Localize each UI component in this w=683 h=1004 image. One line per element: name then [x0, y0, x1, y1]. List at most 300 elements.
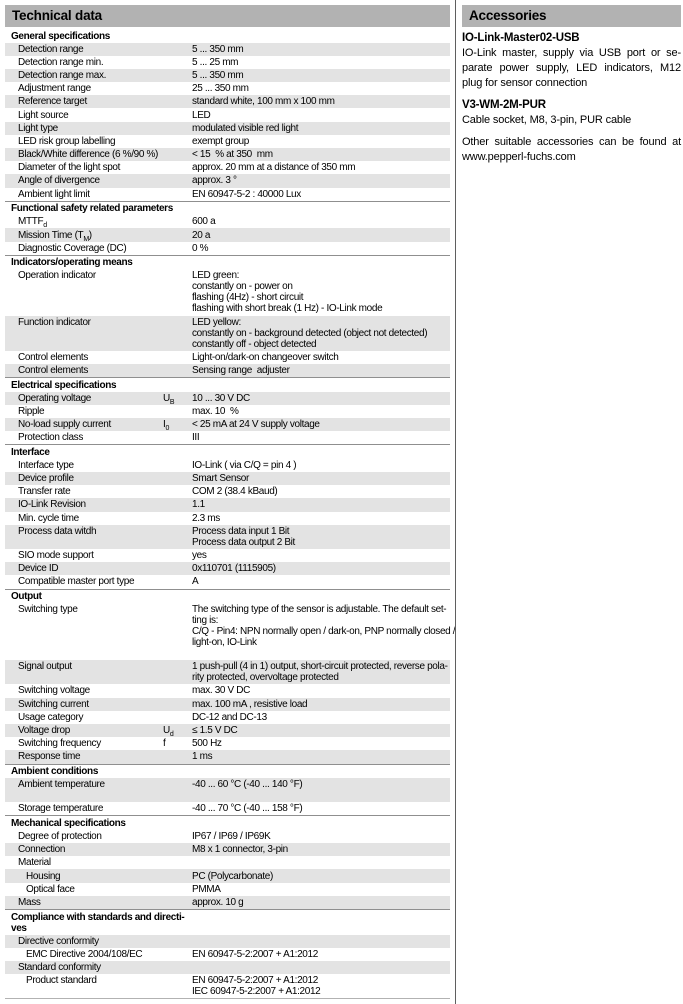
- spec-value: [192, 473, 450, 484]
- section-header: [5, 764, 450, 779]
- spec-value-line: DC-12 and DC-13: [192, 711, 267, 723]
- table-row: [5, 472, 450, 485]
- spec-symbol: [163, 460, 192, 471]
- spec-value-line: modulated visible red light: [192, 122, 299, 134]
- accessory-item: [462, 31, 681, 91]
- spec-value: [192, 486, 450, 497]
- table-row: [5, 737, 450, 750]
- section-header-line: General specifications: [11, 30, 111, 42]
- accessory-description-line: Cable socket, M8, 3-pin, PUR cable: [462, 114, 632, 126]
- spec-value: [192, 576, 450, 587]
- accessories-content: [462, 31, 681, 165]
- spec-value: [192, 871, 450, 882]
- spec-value-line: 10 ... 30 V DC: [192, 392, 250, 404]
- accessory-name: IO-Link-Master02-USB: [462, 32, 580, 44]
- spec-value: [192, 962, 450, 973]
- spec-value-line: rity protected, overvoltage protected: [192, 672, 339, 684]
- spec-symbol: [163, 897, 192, 908]
- spec-value-line: approx. 10 g: [192, 896, 244, 908]
- spec-value: [192, 149, 450, 160]
- spec-symbol: f: [163, 738, 166, 750]
- table-row: [5, 122, 450, 135]
- spec-label: Ambient temperature: [18, 779, 105, 791]
- table-row: [5, 512, 450, 525]
- table-row: [5, 974, 450, 998]
- spec-value-line: A: [192, 576, 199, 588]
- spec-value-line: 1.1: [192, 499, 205, 511]
- spec-value-line: Process data output 2 Bit: [192, 536, 295, 548]
- spec-symbol: [163, 884, 192, 895]
- spec-value-line: 600 a: [192, 216, 216, 228]
- spec-value-line: -40 ... 60 °C (-40 ... 140 °F): [192, 779, 303, 791]
- spec-label: Standard conformity: [18, 961, 101, 973]
- spec-value: [192, 857, 450, 868]
- spec-label: Light source: [18, 109, 69, 121]
- spec-symbol: [163, 216, 192, 227]
- section-header: [5, 201, 450, 216]
- section-header-line: Compliance with standards and directi-: [11, 911, 185, 923]
- spec-symbol: [163, 83, 192, 94]
- spec-value: [192, 460, 450, 471]
- accessories-header: Accessories: [462, 5, 681, 27]
- spec-value-line: 5 ... 350 mm: [192, 69, 244, 81]
- spec-symbol: [163, 661, 192, 683]
- section-header: [5, 815, 450, 830]
- spec-symbol: [163, 550, 192, 561]
- column-divider-line: [455, 0, 456, 1004]
- section-header-line: Output: [11, 591, 42, 602]
- spec-label: Interface type: [18, 459, 74, 471]
- spec-label: Control elements: [18, 364, 88, 376]
- spec-symbol: [163, 432, 192, 443]
- spec-value-line: approx. 20 mm at a distance of 350 mm: [192, 162, 356, 174]
- spec-symbol: [163, 513, 192, 524]
- table-row: [5, 724, 450, 737]
- spec-value: [192, 216, 450, 227]
- spec-symbol: [163, 563, 192, 574]
- spec-label: Switching type: [18, 604, 78, 616]
- table-row: [5, 896, 450, 909]
- spec-value-line: M8 x 1 connector, 3-pin: [192, 844, 288, 856]
- spec-label: Storage temperature: [18, 803, 104, 815]
- table-row: [5, 405, 450, 418]
- spec-value-line: flashing (4Hz) - short circuit: [192, 292, 304, 304]
- table-row: [5, 684, 450, 697]
- spec-label: Light type: [18, 122, 58, 134]
- spec-label: Device ID: [18, 563, 59, 575]
- spec-label: Switching voltage: [18, 685, 90, 697]
- spec-value: [192, 975, 450, 997]
- table-row: [5, 82, 450, 95]
- spec-symbol: [163, 486, 192, 497]
- table-row: [5, 364, 450, 377]
- spec-label: Device profile: [18, 473, 74, 485]
- spec-value: [192, 499, 450, 510]
- accessory-item: [462, 135, 681, 165]
- spec-value-line: IEC 60947-5-2:2007 + A1:2012: [192, 986, 321, 998]
- spec-symbol: $I_0$: [163, 419, 169, 433]
- accessory-description-line: plug for sensor connection: [462, 77, 588, 89]
- table-row: [5, 948, 450, 961]
- spec-value: [192, 949, 450, 960]
- spec-symbol: [163, 123, 192, 134]
- spec-label: Diagnostic Coverage (DC): [18, 242, 127, 254]
- spec-label: Ambient light limit: [18, 188, 90, 200]
- spec-value-line: 500 Hz: [192, 738, 222, 750]
- spec-symbol: [163, 175, 192, 186]
- spec-symbol: [163, 962, 192, 973]
- spec-value-line: COM 2 (38.4 kBaud): [192, 486, 278, 498]
- spec-symbol: [163, 365, 192, 376]
- spec-symbol: [163, 162, 192, 173]
- spec-value: [192, 57, 450, 68]
- spec-value: [192, 751, 450, 762]
- spec-symbol: [163, 844, 192, 855]
- spec-symbol: [163, 96, 192, 107]
- table-row: [5, 43, 450, 56]
- table-row: [5, 215, 450, 228]
- spec-label: Control elements: [18, 351, 88, 363]
- spec-label: Protection class: [18, 432, 83, 444]
- spec-symbol: [163, 975, 192, 997]
- table-row: [5, 174, 450, 187]
- technical-data-panel: [5, 5, 456, 999]
- section-header: [5, 29, 450, 43]
- spec-value: [192, 419, 450, 430]
- table-row: [5, 56, 450, 69]
- spec-value: [192, 699, 450, 710]
- table-row: [5, 242, 450, 255]
- spec-value-line: III: [192, 432, 200, 444]
- spec-label: Housing: [26, 870, 61, 882]
- spec-value-line: 0x110701 (1115905): [192, 563, 276, 575]
- section-header: [5, 589, 450, 604]
- spec-symbol: [163, 44, 192, 55]
- table-row: [5, 843, 450, 856]
- spec-value-line: -40 ... 70 °C (-40 ... 158 °F): [192, 803, 303, 815]
- spec-symbol: [163, 699, 192, 710]
- section-header-line: Electrical specifications: [11, 379, 117, 391]
- table-row: [5, 883, 450, 896]
- section-header-line: Indicators/operating means: [11, 257, 133, 269]
- spec-value-line: ≤ 1.5 V DC: [192, 725, 238, 737]
- accessory-description-line: Other suitable accessories can be found at: [462, 136, 681, 148]
- table-row: [5, 856, 450, 869]
- spec-value-line: [192, 648, 455, 659]
- spec-value: [192, 136, 450, 147]
- spec-label: Angle of divergence: [18, 175, 100, 187]
- spec-label: EMC Directive 2004/108/EC: [26, 948, 143, 960]
- spec-symbol: [163, 499, 192, 510]
- spec-label: Reference target: [18, 96, 87, 108]
- spec-label: Usage category: [18, 711, 84, 723]
- section-header-line: Interface: [11, 446, 50, 458]
- spec-value: [192, 513, 450, 524]
- spec-value-line: 5 ... 350 mm: [192, 43, 244, 55]
- spec-symbol: $U_B$: [163, 392, 175, 406]
- table-row: [5, 698, 450, 711]
- spec-value-line: LED yellow:: [192, 316, 241, 328]
- spec-label: SIO mode support: [18, 550, 94, 562]
- spec-value: [192, 526, 450, 548]
- section-header: [5, 909, 450, 935]
- spec-label: Product standard: [26, 975, 97, 987]
- spec-value-line: Smart Sensor: [192, 473, 249, 485]
- spec-symbol: [163, 831, 192, 842]
- accessory-item: [462, 98, 681, 128]
- spec-label: Material: [18, 857, 51, 869]
- spec-label: Switching current: [18, 698, 89, 710]
- technical-data-header: Technical data: [5, 5, 450, 27]
- spec-symbol: [163, 779, 192, 801]
- spec-value: [192, 685, 450, 696]
- spec-symbol: [163, 751, 192, 762]
- spec-value: [192, 432, 450, 443]
- spec-value: [192, 406, 450, 417]
- spec-label: Switching frequency: [18, 738, 101, 750]
- spec-label: Operation indicator: [18, 270, 96, 282]
- spec-label: Detection range: [18, 43, 84, 55]
- spec-label: Min. cycle time: [18, 512, 79, 524]
- spec-value-line: LED: [192, 109, 211, 121]
- spec-label: Process data witdh: [18, 525, 97, 537]
- spec-label: Mission Time $(T_M)$: [18, 229, 92, 243]
- table-row: [5, 228, 450, 241]
- spec-value-line: ting is:: [192, 615, 219, 627]
- spec-value: [192, 70, 450, 81]
- spec-value-line: constantly on - background detected (object not detected): [192, 327, 428, 339]
- spec-label: Voltage drop: [18, 725, 70, 737]
- spec-label: Black/White difference (6 %/90 %): [18, 149, 158, 161]
- spec-label: Detection range min.: [18, 56, 104, 68]
- spec-value-line: constantly on - power on: [192, 281, 293, 293]
- spec-symbol: [163, 936, 192, 947]
- spec-label: Response time: [18, 751, 81, 763]
- spec-value: [192, 175, 450, 186]
- spec-symbol: [163, 604, 192, 659]
- spec-label: Connection: [18, 844, 66, 856]
- section-header: [5, 444, 450, 459]
- spec-symbol: [163, 406, 192, 417]
- spec-label: Function indicator: [18, 316, 91, 328]
- spec-value-line: Light-on/dark-on changeover switch: [192, 351, 339, 363]
- spec-value: [192, 712, 450, 723]
- table-row: [5, 575, 450, 588]
- spec-value-line: Process data input 1 Bit: [192, 525, 290, 537]
- spec-label: Compatible master port type: [18, 576, 135, 588]
- spec-value: [192, 83, 450, 94]
- spec-label: Transfer rate: [18, 486, 71, 498]
- spec-label: No-load supply current: [18, 419, 111, 431]
- spec-symbol: [163, 803, 192, 814]
- table-row: [5, 961, 450, 974]
- spec-label: LED risk group labelling: [18, 135, 116, 147]
- spec-value: [192, 393, 450, 404]
- spec-symbol: [163, 352, 192, 363]
- spec-value: [192, 831, 450, 842]
- table-row: [5, 498, 450, 511]
- spec-symbol: [163, 576, 192, 587]
- spec-value-line: PMMA: [192, 883, 221, 895]
- spec-value: [192, 96, 450, 107]
- spec-label: Degree of protection: [18, 830, 102, 842]
- spec-symbol: [163, 243, 192, 254]
- table-row: [5, 95, 450, 108]
- spec-value: [192, 844, 450, 855]
- table-row: [5, 485, 450, 498]
- technical-data-table: [5, 29, 456, 999]
- spec-label: Directive conformity: [18, 935, 99, 947]
- spec-symbol: [163, 473, 192, 484]
- spec-value-line: < 15 % at 350 mm: [192, 149, 273, 161]
- spec-value-line: yes: [192, 550, 207, 562]
- spec-value-line: max. 30 V DC: [192, 685, 251, 697]
- spec-value: [192, 270, 450, 314]
- spec-value: [192, 110, 450, 121]
- accessory-description-line: IO-Link master, supply via USB port or se-: [462, 47, 681, 59]
- spec-value: [192, 738, 450, 749]
- spec-value-line: max. 100 mA , resistive load: [192, 698, 308, 710]
- spec-symbol: [163, 857, 192, 868]
- spec-symbol: [163, 712, 192, 723]
- table-row: [5, 418, 450, 431]
- table-row: [5, 161, 450, 174]
- spec-value: [192, 936, 450, 947]
- spec-value: [192, 897, 450, 908]
- spec-label: Optical face: [26, 883, 75, 895]
- spec-value-line: 2.3 ms: [192, 512, 220, 524]
- table-row: [5, 711, 450, 724]
- spec-value-line: Sensing range adjuster: [192, 364, 290, 376]
- spec-value-line: light-on, IO-Link: [192, 637, 257, 649]
- spec-value: [192, 365, 450, 376]
- table-row: [5, 459, 450, 472]
- spec-symbol: [163, 317, 192, 350]
- spec-symbol: [163, 149, 192, 160]
- table-row: [5, 69, 450, 82]
- table-row: [5, 188, 450, 201]
- spec-symbol: [163, 949, 192, 960]
- spec-value-line: 20 a: [192, 229, 211, 241]
- spec-value: [192, 317, 450, 350]
- website-link[interactable]: www.pepperl-fuchs.com: [462, 151, 576, 163]
- table-row: [5, 148, 450, 161]
- table-row: [5, 431, 450, 444]
- spec-symbol: [163, 526, 192, 548]
- spec-value-line: 1 push-pull (4 in 1) output, short-circuit protected, reverse pola-: [192, 661, 448, 673]
- table-row: [5, 269, 450, 315]
- spec-label: Signal output: [18, 661, 72, 673]
- spec-symbol: $U_d$: [163, 725, 174, 739]
- spec-value-line: exempt group: [192, 135, 249, 147]
- spec-value: [192, 604, 455, 659]
- spec-value: [192, 162, 450, 173]
- spec-value: [192, 884, 450, 895]
- spec-value: [192, 725, 450, 736]
- spec-value: [192, 550, 450, 561]
- spec-value: [192, 44, 450, 55]
- spec-value-line: C/Q - Pin4: NPN normally open / dark-on, PNP normally closed /: [192, 626, 456, 638]
- spec-symbol: [163, 270, 192, 314]
- spec-value-line: < 25 mA at 24 V supply voltage: [192, 419, 320, 431]
- spec-value-line: max. 10 %: [192, 405, 239, 417]
- table-row: [5, 351, 450, 364]
- table-row: [5, 750, 450, 763]
- table-row: [5, 603, 456, 660]
- spec-value-line: 0 %: [192, 242, 209, 254]
- table-row: [5, 778, 450, 802]
- section-header-line: Ambient conditions: [11, 766, 99, 777]
- spec-symbol: [163, 871, 192, 882]
- spec-label: Mass: [18, 896, 41, 908]
- spec-symbol: [163, 685, 192, 696]
- section-header: [5, 377, 450, 392]
- spec-value: [192, 803, 450, 814]
- section-header-line: ves: [11, 922, 27, 934]
- spec-value-line: LED green:: [192, 270, 240, 282]
- table-row: [5, 549, 450, 562]
- spec-symbol: [163, 110, 192, 121]
- table-row: [5, 135, 450, 148]
- spec-value-line: approx. 3 °: [192, 175, 237, 187]
- spec-value-line: EN 60947-5-2:2007 + A1:2012: [192, 948, 318, 960]
- spec-value: [192, 243, 450, 254]
- table-row: [5, 316, 450, 351]
- spec-value-line: EN 60947-5-2 : 40000 Lux: [192, 188, 301, 200]
- spec-value: [192, 189, 450, 200]
- spec-label: Adjustment range: [18, 83, 91, 95]
- spec-symbol: [163, 189, 192, 200]
- spec-label: Detection range max.: [18, 69, 107, 81]
- table-row: [5, 562, 450, 575]
- spec-label: IO-Link Revision: [18, 499, 86, 511]
- spec-symbol: [163, 57, 192, 68]
- spec-symbol: [163, 136, 192, 147]
- spec-label: $MTTF_d$: [18, 216, 47, 230]
- spec-value-line: 1 ms: [192, 751, 213, 763]
- spec-value: [192, 352, 450, 363]
- table-row: [5, 935, 450, 948]
- spec-value: [192, 123, 450, 134]
- spec-value: [192, 661, 450, 683]
- section-header-line: Mechanical specifications: [11, 817, 126, 829]
- spec-value-line: IO-Link ( via C/Q = pin 4 ): [192, 459, 297, 471]
- table-row: [5, 392, 450, 405]
- spec-value-line: flashing with short break (1 Hz) - IO-Link mode: [192, 303, 383, 315]
- table-row: [5, 869, 450, 882]
- spec-value-line: standard white, 100 mm x 100 mm: [192, 96, 335, 108]
- spec-symbol: [163, 70, 192, 81]
- spec-value-line: EN 60947-5-2:2007 + A1:2012: [192, 975, 318, 987]
- spec-symbol: [163, 230, 192, 241]
- table-row: [5, 830, 450, 843]
- spec-value: [192, 563, 450, 574]
- spec-value-line: PC (Polycarbonate): [192, 870, 273, 882]
- table-row: [5, 660, 450, 684]
- section-header: [5, 255, 450, 270]
- spec-value-line: IP67 / IP69 / IP69K: [192, 830, 271, 842]
- accessories-panel: [462, 5, 681, 165]
- table-row: [5, 108, 450, 121]
- spec-value-line: [192, 790, 450, 801]
- accessory-description-line: parate power supply, LED indicators, M12: [462, 62, 681, 74]
- spec-value-line: 25 ... 350 mm: [192, 83, 249, 95]
- spec-value: [192, 779, 450, 801]
- spec-value-line: 5 ... 25 mm: [192, 56, 239, 68]
- table-row: [5, 802, 450, 815]
- spec-label: Operating voltage: [18, 392, 91, 404]
- spec-value-line: constantly off - object detected: [192, 338, 317, 350]
